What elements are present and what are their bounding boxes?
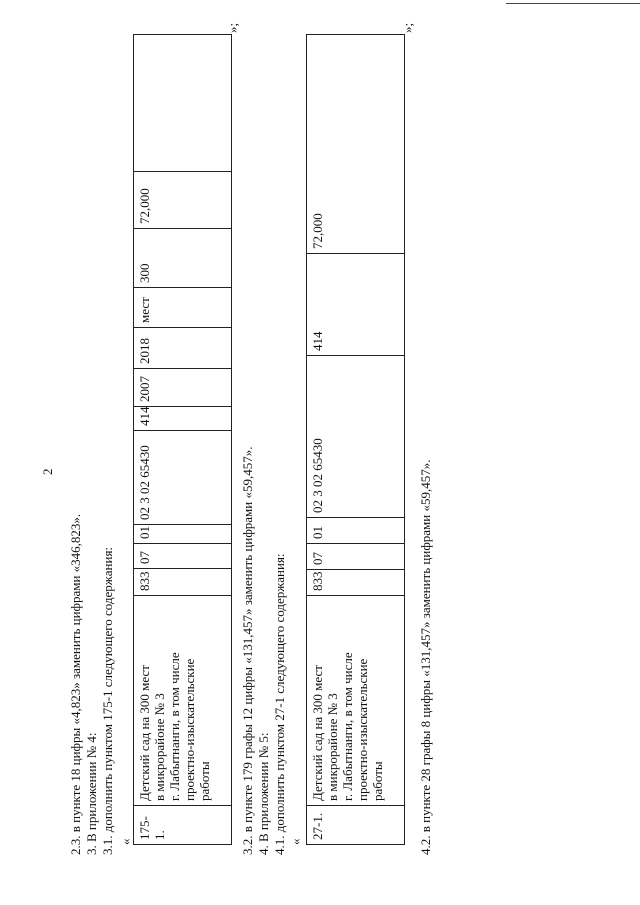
item-4-2: 4.2. в пункте 28 графы 8 цифры «131,457» заменить цифрами «59,457». xyxy=(418,459,433,855)
t1-target: 02 3 02 65430 xyxy=(134,431,232,525)
t2-name-line: Детский сад на 300 мест xyxy=(310,665,325,801)
t2-name xyxy=(307,596,405,806)
t1-end: 2018 xyxy=(134,328,232,369)
t2-subsection: 01 xyxy=(307,518,405,544)
t2-ministry: 833 xyxy=(307,570,405,596)
quote-open-2: « xyxy=(288,838,303,845)
t1-num: 175-1. xyxy=(134,806,232,845)
item-4: 4. В приложении № 5: xyxy=(256,732,271,855)
table-item-175-1 xyxy=(133,34,232,845)
t1-name-line: Детский сад на 300 мест xyxy=(137,665,152,801)
t1-start: 2007 xyxy=(134,369,232,407)
t2-name-line: в микрорайоне № 3 xyxy=(325,693,340,801)
t2-type: 414 xyxy=(307,254,405,356)
t1-name xyxy=(134,596,232,806)
t2-name-line: г. Лабытнанги, в том числе xyxy=(340,652,355,801)
quote-close-1: »; xyxy=(225,22,240,33)
item-2-3: 2.3. в пункте 18 цифры «4,823» заменить цифрами «346,823». xyxy=(68,513,83,855)
t2-num: 27-1. xyxy=(307,806,405,845)
t2-name-line: проектно-изыскательские xyxy=(355,658,370,801)
item-3-1: 3.1. дополнить пунктом 175-1 следующего содержания: xyxy=(100,546,115,855)
t1-ministry: 833 xyxy=(134,569,232,596)
item-4-1: 4.1. дополнить пунктом 27-1 следующего содержания: xyxy=(272,553,287,855)
t1-name-line: проектно-изыскательские xyxy=(182,658,197,801)
t1-name-line: в микрорайоне № 3 xyxy=(152,693,167,801)
table-item-27-1 xyxy=(306,34,405,845)
t1-capacity: 300 xyxy=(134,229,232,288)
t1-extra xyxy=(134,35,232,172)
page-number: 2 xyxy=(40,468,55,475)
item-3: 3. В приложении № 4: xyxy=(84,732,99,855)
t1-name-line: г. Лабытнанги, в том числе xyxy=(167,652,182,801)
quote-open-1: « xyxy=(118,838,133,845)
t1-section: 07 xyxy=(134,544,232,569)
t2-amount: 72,000 xyxy=(307,35,405,254)
t1-type: 414 xyxy=(134,407,232,431)
item-3-2: 3.2. в пункте 179 графы 12 цифры «131,457» заменить цифрами «59,457». xyxy=(240,446,255,855)
t1-name-line: работы xyxy=(197,761,212,801)
quote-close-2: »; xyxy=(400,22,415,33)
t2-target: 02 3 02 65430 xyxy=(307,356,405,518)
t1-subsection: 01 xyxy=(134,525,232,544)
t1-unit: мест xyxy=(134,288,232,328)
t2-section: 07 xyxy=(307,544,405,570)
t1-amount: 72,000 xyxy=(134,172,232,229)
t2-name-line: работы xyxy=(370,761,385,801)
